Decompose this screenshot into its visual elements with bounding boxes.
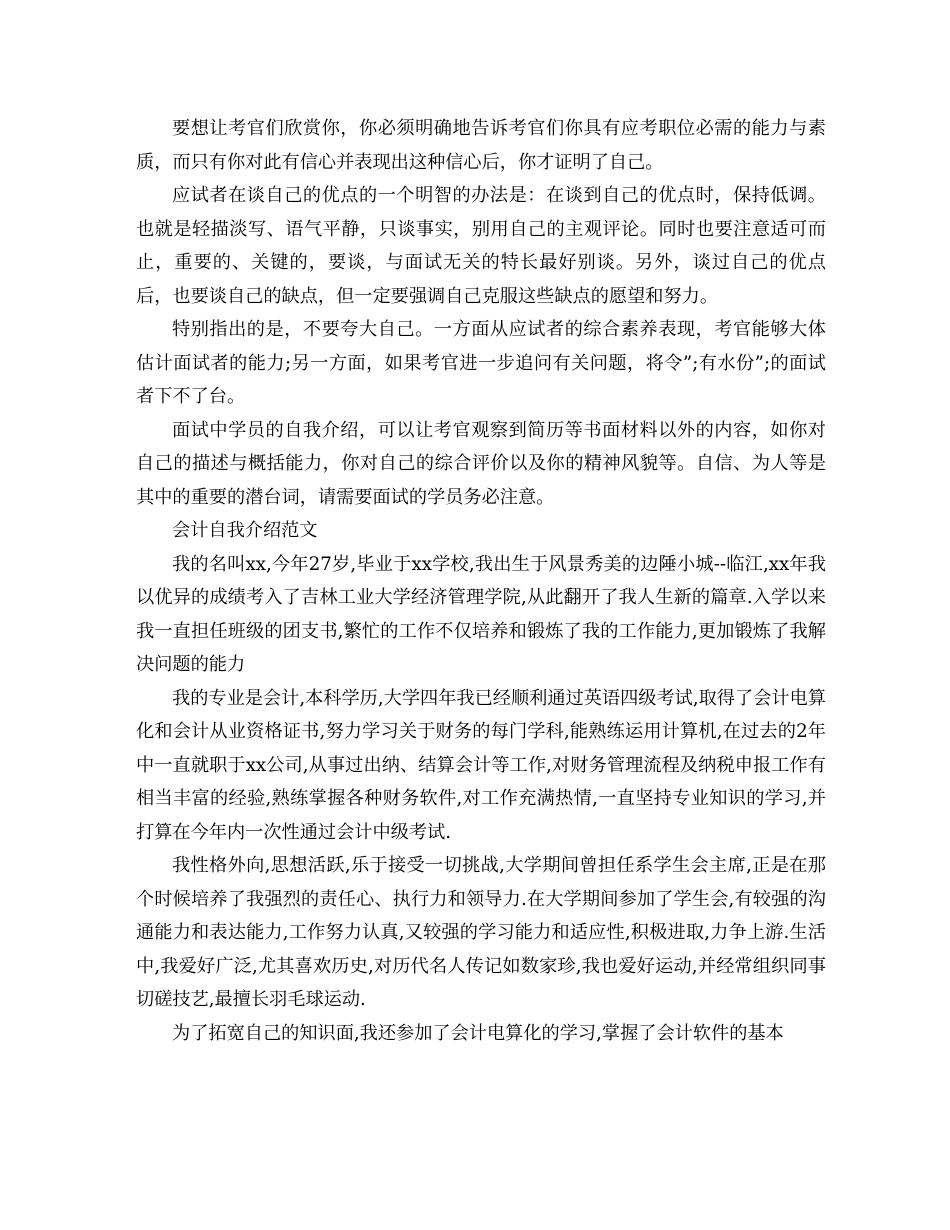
paragraph-6: 我的专业是会计,本科学历,大学四年我已经顺利通过英语四级考试,取得了会计电算化和会计从业资格证书,努力学习关于财务的每门学科,能熟练运用计算机,在过去的2年中一直就职于xx公司,从事过出纳、结算会计等工作,对财务管理流程及纳税申报工作有相当丰富的经验,熟练掌握各种财务软件,对工作充满热情,一直坚持专业知识的学习,并打算在今年内一次性通过会计中级考试. <box>136 687 826 843</box>
paragraph-5: 我的名叫xx,今年27岁,毕业于xx学校,我出生于风景秀美的边陲小城--临江,xx年我以优异的成绩考入了吉林工业大学经济管理学院,从此翻开了我人生新的篇章.入学以来我一直担任班级的团支书,繁忙的工作不仅培养和锻炼了我的工作能力,更加锻炼了我解决问题的能力 <box>136 553 826 675</box>
paragraph-1: 要想让考官们欣赏你，你必须明确地告诉考官们你具有应考职位必需的能力与素质，而只有你对此有信心并表现出这种信心后，你才证明了自己。 <box>136 118 826 173</box>
paragraph-8: 为了拓宽自己的知识面,我还参加了会计电算化的学习,掌握了会计软件的基本 <box>172 1022 784 1044</box>
section-heading: 会计自我介绍范文 <box>172 520 318 541</box>
paragraph-2: 应试者在谈自己的优点的一个明智的办法是：在谈到自己的优点时，保持低调。也就是轻描淡写、语气平静，只谈事实，别用自己的主观评论。同时也要注意适可而止，重要的、关键的，要谈，与面试无关的特长最好别谈。另外，谈过自己的优点后，也要谈自己的缺点，但一定要强调自己克服这些缺点的愿望和努力。 <box>136 185 826 307</box>
paragraph-4: 面试中学员的自我介绍，可以让考官观察到简历等书面材料以外的内容，如你对自己的描述与概括能力，你对自己的综合评价以及你的精神风貌等。自信、为人等是其中的重要的潜台词，请需要面试的学员务必注意。 <box>136 419 826 508</box>
document-body <box>136 112 826 1050</box>
paragraph-3: 特别指出的是，不要夸大自己。一方面从应试者的综合素养表现，考官能够大体估计面试者的能力;另一方面，如果考官进一步追问有关问题，将令”;有水份”;的面试者下不了台。 <box>136 319 826 407</box>
paragraph-7: 我性格外向,思想活跃,乐于接受一切挑战,大学期间曾担任系学生会主席,正是在那个时候培养了我强烈的责任心、执行力和领导力.在大学期间参加了学生会,有较强的沟通能力和表达能力,工作努力认真,又较强的学习能力和适应性,积极进取,力争上游.生活中,我爱好广泛,尤其喜欢历史,对历代名人传记如数家珍,我也爱好运动,并经常组织同事切磋技艺,最擅长羽毛球运动. <box>136 855 826 1010</box>
